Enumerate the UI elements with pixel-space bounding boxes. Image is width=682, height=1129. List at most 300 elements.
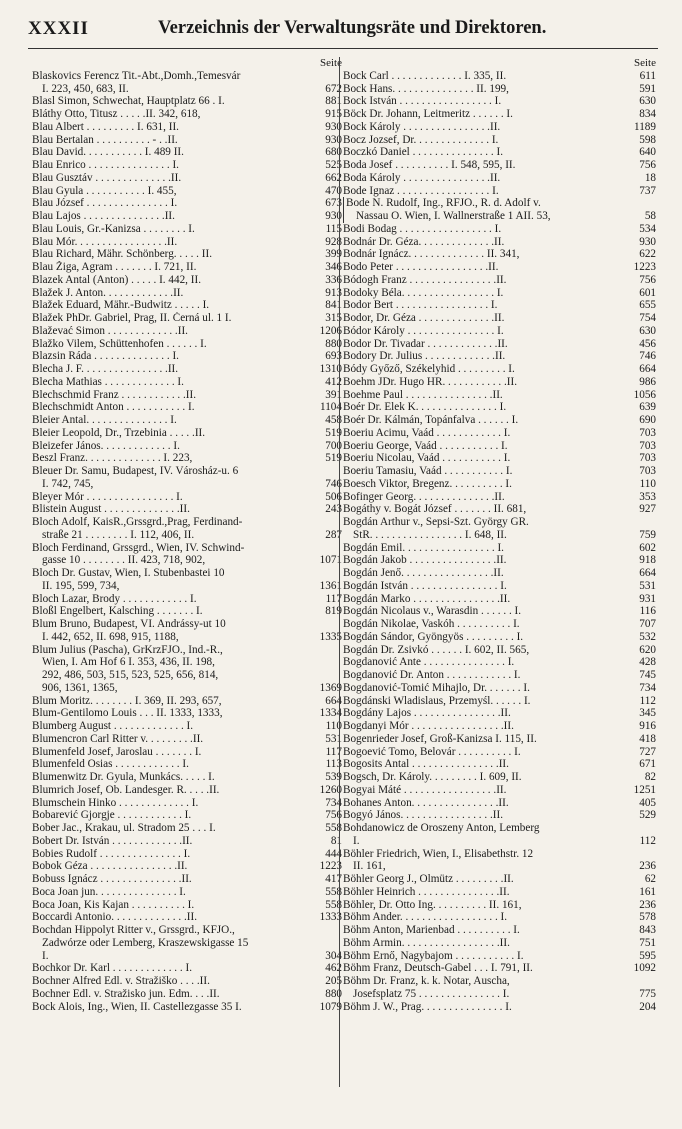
entry-page-number: 841 (325, 299, 342, 312)
entry-page-number (626, 848, 656, 861)
entry-page-number: 1079 (319, 1000, 342, 1013)
entry-name: Boér Dr. Kálmán, Topánfalva . . . . . . I. (343, 414, 519, 426)
entry-page-number: 444 (325, 847, 342, 860)
entry-name: II. 161, (353, 860, 386, 873)
index-entry (343, 274, 656, 287)
index-entry (32, 389, 342, 402)
entry-name: Bogdán István . . . . . . . . . . . . . . . . I. (343, 579, 507, 592)
entry-page-number: 529 (639, 809, 656, 822)
entry-page-number (626, 197, 656, 210)
entry-name: Blecha J. F. . . . . . . . . . . . . . . .II. (32, 363, 179, 375)
entry-name: Bofinger Georg. . . . . . . . . . . . . . .II. (343, 490, 505, 503)
column-divider (339, 57, 340, 1087)
entry-name: Boehm JDr. Hugo HR. . . . . . . . . . . .II. (343, 375, 518, 388)
entry-page-number: 880 (325, 337, 342, 350)
index-entry (32, 593, 342, 606)
index-entry (32, 172, 342, 185)
index-entry (32, 554, 342, 567)
entry-page-number: 703 (639, 426, 656, 439)
entry-name: Bock István . . . . . . . . . . . . . . . . . I. (343, 95, 502, 108)
entry-page-number: 1334 (319, 707, 342, 720)
entry-page-number: 930 (325, 210, 342, 222)
entry-page-number: 532 (639, 630, 656, 643)
index-entry (32, 758, 342, 771)
index-entry (343, 695, 656, 708)
entry-name: Böhm J. W., Prag. . . . . . . . . . . . . . . I. (343, 1000, 512, 1013)
right-seite-label: Seite (634, 57, 656, 69)
entry-name: Blum Moritz. . . . . . . . I. 369, II. 293, 657, (32, 694, 222, 707)
index-entry (343, 363, 656, 376)
entry-name: Boeriu George, Vaád . . . . . . . . . . . I. (343, 439, 508, 452)
entry-name: I. (353, 834, 360, 847)
entry-page-number: 1333 (319, 911, 342, 924)
entry-page-number: 693 (325, 350, 342, 363)
index-entry (343, 248, 656, 261)
index-entry (343, 860, 656, 873)
index-entry (32, 516, 342, 529)
entry-page-number: 620 (639, 643, 656, 656)
index-entry (32, 962, 342, 975)
entry-name: Bode Ignaz . . . . . . . . . . . . . . . . . I. (343, 184, 499, 197)
entry-name: Bochkor Dr. Karl . . . . . . . . . . . . . I. (32, 962, 193, 975)
entry-page-number: 703 (639, 439, 656, 452)
index-entry (32, 644, 342, 657)
index-entry (32, 363, 342, 376)
entry-name: Blazek Antal (Anton) . . . . . I. 442, II. (32, 273, 202, 286)
entry-name: Blumenfeld Josef, Jaroslau . . . . . . . I. (32, 745, 202, 758)
entry-name: StR. . . . . . . . . . . . . . . . . I. 648, II. (353, 528, 507, 541)
index-entry (343, 899, 656, 912)
entry-name: Bochner Edl. v. Stražisko jun. Edm. . . .II. (32, 987, 220, 1000)
index-entry (343, 108, 656, 121)
entry-name: Blasl Simon, Schwechat, Hauptplatz 66 . I. (32, 95, 225, 108)
entry-page-number (312, 542, 342, 555)
entry-page-number: 115 (325, 222, 342, 235)
header-rule (28, 48, 658, 49)
entry-name: Bogdán Nikolae, Vaskóh . . . . . . . . . . I. (343, 618, 520, 630)
entry-page-number (312, 618, 342, 631)
entry-name: Bodoky Béla. . . . . . . . . . . . . . . . . I. (343, 286, 504, 299)
entry-page-number: 622 (639, 248, 656, 261)
entry-name: Boca Joan jun. . . . . . . . . . . . . . . I. (32, 885, 186, 898)
entry-page-number: 611 (639, 69, 656, 82)
index-entry (343, 503, 656, 516)
entry-page-number: 58 (644, 210, 656, 222)
index-entry (343, 733, 656, 746)
index-entry (343, 389, 656, 402)
index-entry (32, 720, 342, 733)
entry-page-number: 539 (325, 771, 342, 783)
index-entry (32, 567, 342, 580)
entry-page-number: 918 (639, 554, 656, 567)
entry-name: Bódogh Franz . . . . . . . . . . . . . . . .II. (343, 273, 507, 286)
entry-name: Bláthy Otto, Titusz . . . . .II. 342, 618, (32, 108, 201, 120)
entry-page-number: 112 (639, 694, 656, 707)
entry-page-number (626, 516, 656, 529)
entry-name: Blau Bertalan . . . . . . . . . . - . .II. (32, 133, 178, 146)
entry-name: Bloch Dr. Gustav, Wien, I. Stubenbastei 10 (32, 567, 225, 579)
entry-page-number: 399 (325, 248, 342, 261)
entry-name: Bobies Rudolf . . . . . . . . . . . . . . . I. (32, 847, 191, 860)
index-entry (343, 962, 656, 975)
index-entry (32, 529, 342, 542)
entry-page-number: 655 (639, 299, 656, 312)
entry-page-number: 470 (325, 184, 342, 197)
entry-page-number: 916 (639, 720, 656, 732)
entry-page-number: 756 (639, 159, 656, 171)
entry-name: Blau Albert . . . . . . . . . I. 631, II. (32, 120, 179, 133)
index-entry (32, 656, 342, 669)
index-entry (343, 656, 656, 669)
entry-page-number (626, 822, 656, 835)
index-entry (343, 197, 656, 210)
index-entry (32, 746, 342, 759)
entry-page-number: 345 (639, 707, 656, 720)
entry-page-number (312, 937, 342, 950)
entry-name: Bode N. Rudolf, Ing., RFJO., R. d. Adolf v. (346, 197, 541, 210)
index-entry (343, 797, 656, 810)
index-entry (343, 376, 656, 389)
entry-name: 292, 486, 503, 515, 523, 525, 656, 814, (42, 669, 219, 681)
entry-page-number: 578 (639, 911, 656, 924)
index-entry (32, 248, 342, 261)
index-entry (32, 146, 342, 159)
index-entry (343, 210, 656, 223)
index-entry (32, 261, 342, 274)
entry-page-number: 112 (639, 834, 656, 847)
index-entry (343, 121, 656, 134)
index-entry (32, 631, 342, 644)
entry-name: Bogdán Emil. . . . . . . . . . . . . . . . . I. (343, 541, 504, 554)
entry-name: Bleizefer János. . . . . . . . . . . . . I. (32, 439, 180, 452)
entry-page-number: 734 (639, 681, 656, 694)
index-entry (32, 784, 342, 797)
index-entry (343, 529, 656, 542)
entry-page-number (312, 669, 342, 682)
entry-page-number (312, 516, 342, 529)
entry-name: Bobert Dr. István . . . . . . . . . . . . .II. (32, 834, 193, 847)
entry-name: Bock Károly . . . . . . . . . . . . . . . .II. (343, 120, 501, 133)
entry-name: Blau Richard, Mähr. Schönberg. . . . . II. (32, 248, 213, 261)
index-entry (343, 567, 656, 580)
index-entry (32, 669, 342, 682)
entry-name: Böhm Ander. . . . . . . . . . . . . . . . . . I. (343, 911, 508, 924)
entry-name: Bogáthy v. Bogát József . . . . . . . II. 681, (343, 503, 527, 516)
index-entry (343, 593, 656, 606)
entry-page-number: 506 (325, 490, 342, 503)
entry-page-number: 458 (325, 414, 342, 426)
entry-name: Bogyai Máté . . . . . . . . . . . . . . . . .II. (343, 783, 507, 796)
entry-page-number: 630 (639, 324, 656, 337)
entry-name: Blažko Vilem, Schüttenhofen . . . . . . I. (32, 337, 207, 350)
entry-page-number: 639 (639, 401, 656, 414)
entry-name: Bogdánski Wladislaus, Przemyśl. . . . . . I. (343, 694, 531, 707)
entry-name: Boeriu Nicolau, Vaád . . . . . . . . . . . I. (343, 452, 511, 465)
entry-page-number (312, 656, 342, 669)
entry-page-number: 1260 (319, 783, 342, 796)
entry-name: Bloßl Engelbert, Kalsching . . . . . . . I. (32, 605, 203, 618)
entry-page-number: 664 (325, 694, 342, 707)
index-entry (343, 478, 656, 491)
entry-name: Bodor, Dr. Géza . . . . . . . . . . . . . .II. (343, 312, 505, 324)
entry-name: Bogdanović Dr. Anton . . . . . . . . . . . . I. (343, 669, 521, 681)
index-entry (32, 707, 342, 720)
entry-page-number: 236 (639, 860, 656, 873)
entry-name: Bloch Lazar, Brody . . . . . . . . . . . . I. (32, 592, 197, 605)
entry-name: I. (42, 949, 49, 962)
entry-page-number: 881 (325, 95, 342, 108)
entry-page-number: 751 (639, 936, 656, 949)
entry-name: Bogdány Lajos . . . . . . . . . . . . . . . .II. (343, 707, 511, 720)
index-entry (343, 605, 656, 618)
entry-page-number: 640 (639, 146, 656, 159)
entry-name: Blum Bruno, Budapest, VI. Andrássy-ut 10 (32, 618, 226, 630)
entry-name: Blazsin Ráda . . . . . . . . . . . . . . I. (32, 350, 179, 363)
index-entry (343, 261, 656, 274)
entry-name: Bleier Leopold, Dr., Trzebinia . . . . .II. (32, 426, 206, 439)
entry-name: Böhm Franz, Deutsch-Gabel . . . I. 791, II. (343, 962, 533, 975)
index-entry (343, 146, 656, 159)
index-entry (32, 401, 342, 414)
entry-page-number: 1223 (319, 860, 342, 873)
index-entry (32, 376, 342, 389)
entry-page-number: 1335 (319, 630, 342, 643)
entry-page-number: 671 (639, 758, 656, 771)
index-entry (32, 605, 342, 618)
index-entry (343, 1001, 656, 1014)
right-column (343, 57, 656, 1013)
index-entry (343, 491, 656, 504)
entry-page-number: 986 (639, 375, 656, 388)
entry-name: Bochner Alfred Edl. v. Stražiško . . . .II. (32, 975, 210, 987)
entry-name: I. 742, 745, (42, 477, 94, 490)
index-entry (343, 465, 656, 478)
index-entry (343, 809, 656, 822)
entry-name: Blau Mór. . . . . . . . . . . . . . . . .II. (32, 235, 178, 248)
entry-page-number: 1189 (634, 120, 656, 133)
index-entry (32, 988, 342, 1001)
entry-name: Boczkó Daniel . . . . . . . . . . . . . . . I. (343, 146, 504, 159)
entry-page-number: 930 (639, 235, 656, 248)
entry-name: Blumencron Carl Ritter v. . . . . . . . .II. (32, 732, 204, 745)
index-entry (343, 975, 656, 988)
entry-name: Blaževać Simon . . . . . . . . . . . . .II. (32, 324, 188, 337)
index-entry (32, 325, 342, 338)
entry-name: Boehme Paul . . . . . . . . . . . . . . . .II. (343, 388, 503, 401)
index-entry (32, 223, 342, 236)
entry-page-number: 1361 (319, 579, 342, 592)
index-entry (343, 618, 656, 631)
entry-page-number: 161 (639, 885, 656, 898)
entry-name: 906, 1361, 1365, (42, 681, 118, 694)
index-entry (343, 720, 656, 733)
page-title: Verzeichnis der Verwaltungsräte und Direktoren. (158, 18, 547, 38)
entry-page-number: 672 (325, 82, 342, 95)
entry-name: Bogdán Dr. Zsivkó . . . . . . I. 602, II. 565, (343, 643, 530, 656)
index-entry (343, 631, 656, 644)
entry-page-number: 243 (325, 503, 342, 516)
left-column (32, 57, 342, 1013)
index-entry (32, 197, 342, 210)
entry-page-number: 745 (639, 669, 656, 681)
entry-page-number: 519 (325, 452, 342, 465)
index-entry (343, 848, 656, 861)
entry-page-number: 662 (325, 171, 342, 184)
index-entry (343, 707, 656, 720)
entry-page-number (312, 644, 342, 657)
entry-page-number: 756 (325, 809, 342, 822)
entry-name: Bleuer Dr. Samu, Budapest, IV. Városház-u. 6 (32, 465, 239, 477)
entry-name: Bogosits Antal . . . . . . . . . . . . . . . .II. (343, 758, 509, 771)
entry-page-number: 707 (639, 618, 656, 630)
entry-name: Bobok Géza . . . . . . . . . . . . . . . .II. (32, 860, 188, 873)
entry-page-number: 1092 (633, 962, 656, 975)
entry-page-number: 531 (639, 579, 656, 592)
entry-page-number: 602 (639, 541, 656, 554)
entry-page-number: 700 (325, 439, 342, 452)
entry-name: Böhm Armin. . . . . . . . . . . . . . . . . .II. (343, 936, 510, 949)
entry-page-number: 673 (325, 197, 342, 210)
entry-name: Boér Dr. Elek K. . . . . . . . . . . . . . . I. (343, 401, 507, 414)
entry-name: Bock Carl . . . . . . . . . . . . . I. 335, II. (343, 69, 507, 82)
entry-page-number: 703 (639, 452, 656, 465)
entry-page-number: 117 (325, 745, 342, 758)
index-entry (343, 83, 656, 96)
entry-name: Zadwórze oder Lemberg, Kraszewskigasse 15 (42, 936, 249, 949)
index-entry (32, 108, 342, 121)
entry-name: straße 21 . . . . . . . . I. 112, 406, II. (42, 528, 195, 541)
index-entry (32, 542, 342, 555)
entry-page-number: 531 (325, 732, 342, 745)
entry-page-number: 18 (644, 171, 656, 184)
entry-page-number (312, 465, 342, 478)
index-entry (343, 414, 656, 427)
entry-name: Bodnár Ignácz. . . . . . . . . . . . . . II. 341, (343, 248, 520, 261)
entry-page-number: 819 (325, 605, 342, 618)
entry-name: Blumberg August . . . . . . . . . . . . . I. (32, 720, 194, 732)
entry-page-number: 1223 (633, 261, 656, 273)
entry-name: Josefsplatz 75 . . . . . . . . . . . . . . . I. (353, 987, 510, 1000)
entry-name: Bogdanyi Mór . . . . . . . . . . . . . . . . .II. (343, 720, 514, 732)
entry-name: Blum Julius (Pascha), GrKrzFJO., Ind.-R., (32, 643, 223, 656)
entry-page-number: 391 (325, 388, 342, 401)
entry-name: Blau Enrico . . . . . . . . . . . . . . . I. (32, 159, 179, 171)
index-entry (343, 287, 656, 300)
entry-name: Bodory Dr. Julius . . . . . . . . . . . . .II. (343, 350, 506, 363)
entry-page-number: 690 (639, 414, 656, 426)
entry-page-number: 727 (639, 745, 656, 758)
index-entry (32, 287, 342, 300)
entry-name: Blau József . . . . . . . . . . . . . . . I. (32, 197, 178, 210)
entry-name: Böck Dr. Johann, Leitmeritz . . . . . . I. (343, 108, 513, 120)
entry-name: Bogdanović-Tomić Mihajlo, Dr. . . . . . . I. (343, 681, 530, 694)
entry-page-number: 113 (325, 758, 342, 771)
index-entry (32, 580, 342, 593)
entry-name: Bogdán Sándor, Gyöngyös . . . . . . . . . I. (343, 630, 524, 643)
entry-page-number: 205 (325, 975, 342, 987)
index-entry (32, 950, 342, 963)
entry-page-number (312, 924, 342, 937)
entry-page-number: 1369 (319, 681, 342, 694)
entry-page-number: 236 (639, 898, 656, 911)
entry-page-number: 843 (639, 924, 656, 936)
entry-page-number: 927 (639, 503, 656, 516)
entry-name: Boccardi Antonio. . . . . . . . . . . . . .II. (32, 911, 197, 924)
entry-page-number: 81 (330, 834, 342, 847)
entry-name: Nassau O. Wien, I. Wallnerstraße 1 AII. 53, (356, 210, 551, 222)
index-entry (343, 771, 656, 784)
entry-name: Bleier Antal. . . . . . . . . . . . . . . I. (32, 414, 177, 426)
entry-page-number: 412 (325, 375, 342, 388)
index-entry (32, 338, 342, 351)
index-entry (343, 886, 656, 899)
index-entry (32, 159, 342, 172)
index-entry (343, 440, 656, 453)
entry-name: Blau Lajos . . . . . . . . . . . . . . .II. (32, 210, 175, 222)
index-entry (32, 95, 342, 108)
index-entry (343, 299, 656, 312)
entry-page-number: 534 (639, 222, 656, 235)
index-entry (343, 580, 656, 593)
entry-page-number: 558 (325, 898, 342, 911)
entry-name: Bobuss Ignácz . . . . . . . . . . . . . . .II. (32, 873, 192, 885)
index-entry (343, 669, 656, 682)
index-entry (32, 465, 342, 478)
entry-page-number: 591 (639, 82, 656, 95)
entry-name: Blažek J. Anton. . . . . . . . . . . . .II. (32, 286, 184, 299)
entry-name: Böhler Friedrich, Wien, I., Elisabethstr. 12 (343, 847, 534, 860)
entry-name: Bogdán Jenő. . . . . . . . . . . . . . . . .II. (343, 567, 504, 579)
entry-name: Bódor Károly . . . . . . . . . . . . . . . . I. (343, 324, 504, 337)
entry-page-number: 834 (639, 108, 656, 120)
entry-page-number (626, 975, 656, 988)
index-entry (32, 312, 342, 325)
index-entry (343, 937, 656, 950)
index-entry (343, 185, 656, 198)
entry-page-number: 304 (325, 949, 342, 962)
entry-page-number: 116 (639, 605, 656, 618)
entry-page-number: 456 (639, 337, 656, 350)
entry-name: Bocz Jozsef, Dr. . . . . . . . . . . . . . I. (343, 133, 499, 146)
entry-name: I. 223, 450, 683, II. (42, 82, 129, 95)
entry-name: Blecha Mathias . . . . . . . . . . . . . I. (32, 375, 184, 388)
entry-name: Bogdán Nicolaus v., Warasdin . . . . . . I. (343, 605, 522, 618)
entry-page-number: 928 (325, 235, 342, 248)
entry-name: Bobarević Gjorgje . . . . . . . . . . . . I. (32, 809, 192, 822)
entry-name: Bodo Peter . . . . . . . . . . . . . . . . .II. (343, 261, 499, 273)
entry-name: Blau Louis, Gr.-Kanizsa . . . . . . . . I. (32, 222, 195, 235)
entry-name: Böhm Ernő, Nagybajom . . . . . . . . . . . I. (343, 949, 524, 962)
index-entry (343, 554, 656, 567)
index-entry (343, 822, 656, 835)
index-entry (32, 185, 342, 198)
index-entry (343, 542, 656, 555)
index-entry (343, 350, 656, 363)
entry-name: Bogsch, Dr. Károly. . . . . . . . . I. 609, II. (343, 771, 522, 783)
entry-page-number: 110 (639, 477, 656, 490)
entry-name: Bogyó János. . . . . . . . . . . . . . . . .II. (343, 809, 504, 822)
entry-page-number: 1251 (633, 783, 656, 796)
entry-name: Böhler Georg J., Olmütz . . . . . . . . .II. (343, 873, 514, 885)
index-entry (343, 236, 656, 249)
entry-page-number: 737 (639, 184, 656, 197)
entry-page-number: 117 (325, 592, 342, 605)
entry-page-number: 519 (325, 426, 342, 439)
index-entry (343, 516, 656, 529)
entry-name: Bogdanović Ante . . . . . . . . . . . . . . . I. (343, 656, 515, 669)
entry-page-number: 405 (639, 796, 656, 809)
entry-name: I. 442, 652, II. 698, 915, 1188, (42, 630, 179, 643)
